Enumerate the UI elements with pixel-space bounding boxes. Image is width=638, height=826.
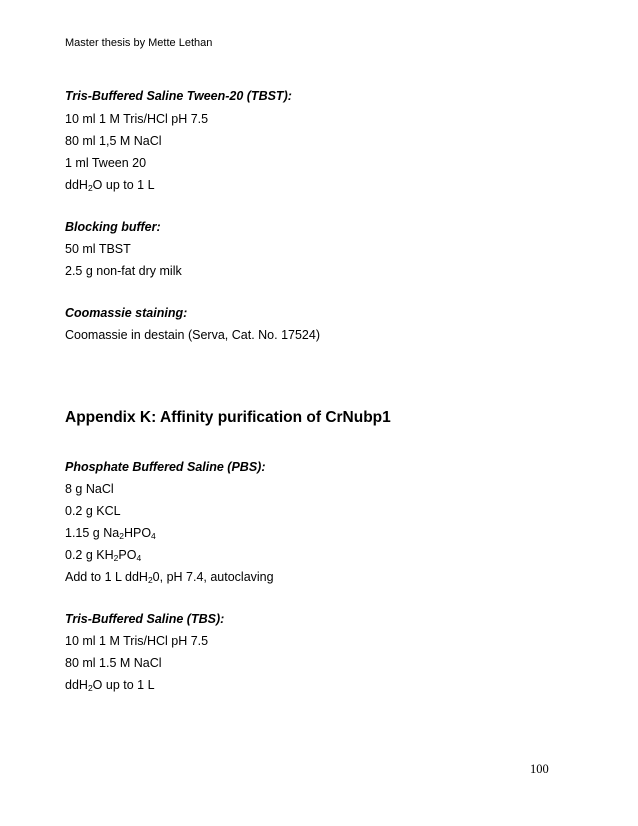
text-fragment: HPO (123, 526, 152, 540)
subscript: 4 (136, 553, 142, 563)
tbs-item-water (65, 677, 155, 693)
text-fragment: PO (118, 548, 137, 562)
text-fragment: O up to 1 L (92, 678, 155, 692)
tbst-item-water (65, 177, 155, 193)
subscript: 4 (151, 531, 156, 541)
subscript: 2 (119, 531, 124, 541)
subscript: 2 (87, 683, 93, 693)
page-number: 100 (530, 762, 549, 776)
tbst-item: 80 ml 1,5 M NaCl (65, 134, 162, 148)
text-fragment: 0.2 g KH (65, 548, 114, 562)
tbst-item: 10 ml 1 M Tris/HCl pH 7.5 (65, 112, 209, 126)
appendix-title: Appendix K: Affinity purification of CrNubp1 (65, 409, 391, 426)
pbs-item-water (65, 569, 274, 585)
text-fragment: Add to 1 L ddH (65, 570, 148, 584)
pbs-item: 0.2 g KCL (65, 504, 121, 518)
pbs-item-na2hpo4 (65, 525, 156, 541)
subscript: 2 (87, 183, 93, 193)
running-header: Master thesis by Mette Lethan (65, 37, 213, 49)
pbs-item-kh2po4 (65, 547, 141, 563)
tbst-heading: Tris-Buffered Saline Tween-20 (TBST): (65, 89, 292, 103)
blocking-heading: Blocking buffer: (65, 220, 161, 234)
pbs-item: 8 g NaCl (65, 482, 114, 496)
tbst-item: 1 ml Tween 20 (65, 156, 147, 170)
text-fragment: ddH (65, 178, 88, 192)
tbs-item: 80 ml 1.5 M NaCl (65, 656, 162, 670)
coomassie-item: Coomassie in destain (Serva, Cat. No. 17524) (65, 328, 320, 342)
subscript: 2 (113, 553, 119, 563)
tbs-item: 10 ml 1 M Tris/HCl pH 7.5 (65, 634, 209, 648)
text-fragment: ddH (65, 678, 88, 692)
coomassie-heading: Coomassie staining: (65, 306, 188, 320)
blocking-item: 2.5 g non-fat dry milk (65, 264, 182, 278)
blocking-item: 50 ml TBST (65, 242, 131, 256)
text-fragment: 0, pH 7.4, autoclaving (152, 570, 274, 584)
tbs-heading: Tris-Buffered Saline (TBS): (65, 612, 225, 626)
text-fragment: 1.15 g Na (65, 526, 120, 540)
subscript: 2 (147, 575, 153, 585)
pbs-heading: Phosphate Buffered Saline (PBS): (65, 460, 266, 474)
text-fragment: O up to 1 L (92, 178, 155, 192)
